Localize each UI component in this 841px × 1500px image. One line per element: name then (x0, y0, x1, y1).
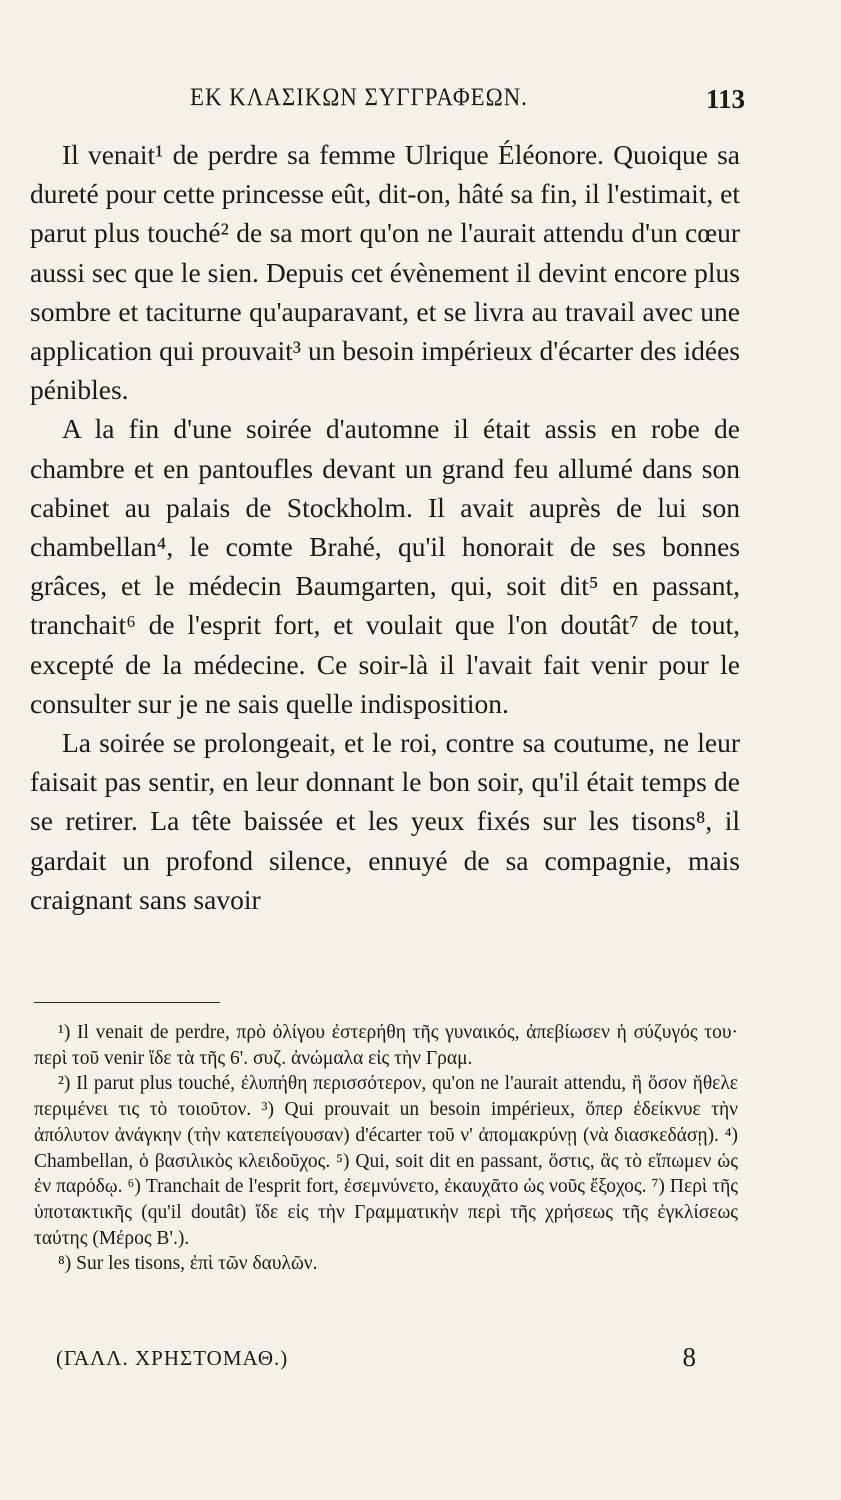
paragraph: La soirée se prolongeait, et le roi, contre sa coutume, ne leur faisait pas sentir, en leur donnant le bon soir, qu'il était temps de se retirer. La tête baissée et les yeux fixés sur les tisons⁸, il gardait un profond silence, ennuyé de sa compagnie, mais craignant sans savoir (30, 727, 740, 915)
page-footer (56, 1342, 696, 1382)
signature-mark: 8 (682, 1342, 696, 1372)
footnote: ⁸) Sur les tisons, ἐπὶ τῶν δαυλῶν. (58, 1253, 318, 1275)
paragraph: Il venait¹ de perdre sa femme Ulrique Éléonore. Quoique sa dureté pour cette princesse eût, dit-on, hâté sa fin, il l'estimait, et parut plus touché² de sa mort qu'on ne l'aurait attendu d'un cœur aussi sec que le sien. Depuis cet évènement il devint encore plus sombre et taciturne qu'auparavant, et se livra au travail avec une application qui prouvait³ un besoin impérieux d'écarter des idées pénibles. (30, 139, 740, 406)
footnote: ¹) Il venait de perdre, πρὸ ὀλίγου ἐστερήθη τῆς γυναικός, ἀπεβίωσεν ἡ σύζυγός του· περὶ τοῦ venir ἴδε τὰ τῆς 6'. συζ. ἀνώμαλα εἰς τὴν Γραμ. (34, 1022, 738, 1069)
page-header (30, 84, 745, 124)
running-title: ΕΚ ΚΛΑΣΙΚΩΝ ΣΥΓΓΡΑΦΕΩΝ. (190, 84, 528, 111)
page-number: 113 (705, 84, 745, 114)
paragraph: A la fin d'une soirée d'automne il était assis en robe de chambre et en pantoufles devant un grand feu allumé dans son cabinet au palais de Stockholm. Il avait auprès de lui son chambellan⁴, le comte Brahé, qu'il honorait de ses bonnes grâces, et le médecin Baumgarten, qui, soit dit⁵ en passant, tranchait⁶ de l'esprit fort, et voulait que l'on doutât⁷ de tout, excepté de la médecine. Ce soir-là il l'avait fait venir pour le consulter sur je ne sais quelle indisposition. (30, 413, 740, 719)
footnote: ²) Il parut plus touché, ἐλυπήθη περισσότερον, qu'on ne l'aurait attendu, ἢ ὅσον ἤθελε περιμένει τις τὸ τοιοῦτον. ³) Qui prouvait un besoin impérieux, ὅπερ ἐδείκνυε τὴν ἀπόλυτον ἀνάγκην (τὴν κατεπείγουσαν) d'écarter τοῦ ν' ἀπομακρύνῃ (νὰ διασκεδάσῃ). ⁴) Chambellan, ὁ βασιλικὸς κλειδοῦχος. ⁵) Qui, soit dit en passant, ὅστις, ἂς τὸ εἴπωμεν ὡς ἐν παρόδῳ. ⁶) Tranchait de l'esprit fort, ἐσεμνύνετο, ἐκαυχᾶτο ὡς νοῦς ἔξοχος. ⁷) Περὶ τῆς ὑποτακτικῆς (qu'il doutât) ἴδε εἰς τὴν Γραμματικὴν περὶ τῆς χρήσεως τῆς ἐγκλίσεως ταύτης (Μέρος Β'.). (34, 1073, 738, 1249)
book-signature: (ΓΑΛΛ. ΧΡΗΣΤΟΜΑΘ.) (56, 1346, 289, 1370)
main-text (30, 135, 740, 919)
footnote-divider (34, 1002, 220, 1003)
footnotes (34, 1020, 738, 1277)
